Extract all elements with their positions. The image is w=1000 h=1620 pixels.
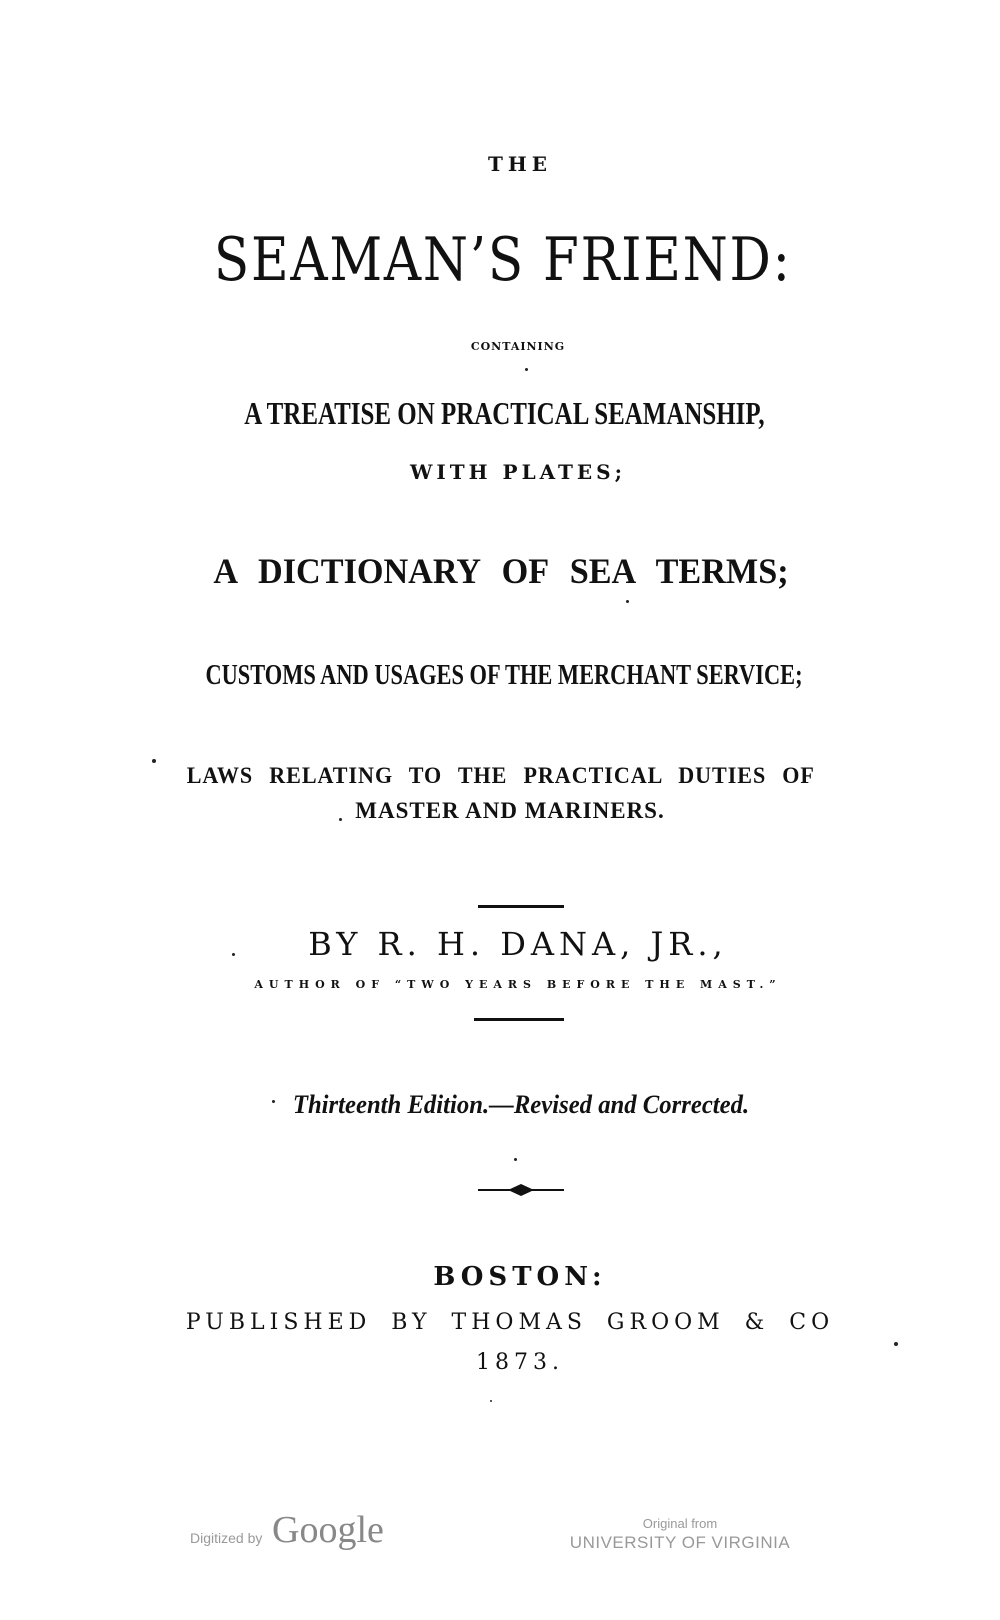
- publication-year: 1873.: [476, 1350, 564, 1375]
- edition-note: Thirteenth Edition.—Revised and Corrected.: [292, 1090, 750, 1119]
- publication-city: BOSTON:: [433, 1262, 607, 1292]
- subtitle-customs: CUSTOMS AND USAGES OF THE MERCHANT SERVICE;: [205, 660, 803, 691]
- diamond-ornament-icon: [478, 1182, 564, 1198]
- divider-rule-bottom: [474, 1018, 564, 1021]
- speck: [152, 759, 156, 763]
- subtitle-dictionary: A DICTIONARY OF SEA TERMS;: [213, 551, 789, 591]
- speck: [514, 1158, 517, 1161]
- digitized-by-label: Digitized by: [190, 1530, 263, 1546]
- publisher-line: PUBLISHED BY THOMAS GROOM & CO: [185, 1310, 835, 1335]
- speck: [525, 368, 528, 371]
- speck: [339, 818, 342, 821]
- speck: [626, 600, 629, 603]
- author-credit: AUTHOR OF “TWO YEARS BEFORE THE MAST.”: [254, 978, 782, 991]
- subtitle-laws-line-1: LAWS RELATING TO THE PRACTICAL DUTIES OF: [186, 763, 815, 788]
- original-from-label: Original from: [642, 1516, 718, 1531]
- heading-the: THE: [487, 152, 553, 176]
- divider-rule-top: [478, 905, 564, 908]
- speck: [232, 953, 235, 956]
- speck: [272, 1100, 275, 1103]
- containing-label: CONTAINING: [470, 340, 566, 353]
- subtitle-plates: WITH PLATES;: [409, 460, 627, 484]
- university-label: UNIVERSITY OF VIRGINIA: [569, 1533, 791, 1552]
- subtitle-laws-line-2: MASTER AND MARINERS.: [355, 798, 665, 823]
- author-byline: BY R. H. DANA, JR.,: [308, 925, 728, 963]
- speck: [894, 1342, 898, 1346]
- subtitle-treatise: A TREATISE ON PRACTICAL SEAMANSHIP,: [244, 395, 765, 431]
- speck: [490, 1400, 492, 1402]
- google-logo: Google: [272, 1509, 384, 1551]
- main-title: SEAMAN’S FRIEND:: [213, 225, 792, 295]
